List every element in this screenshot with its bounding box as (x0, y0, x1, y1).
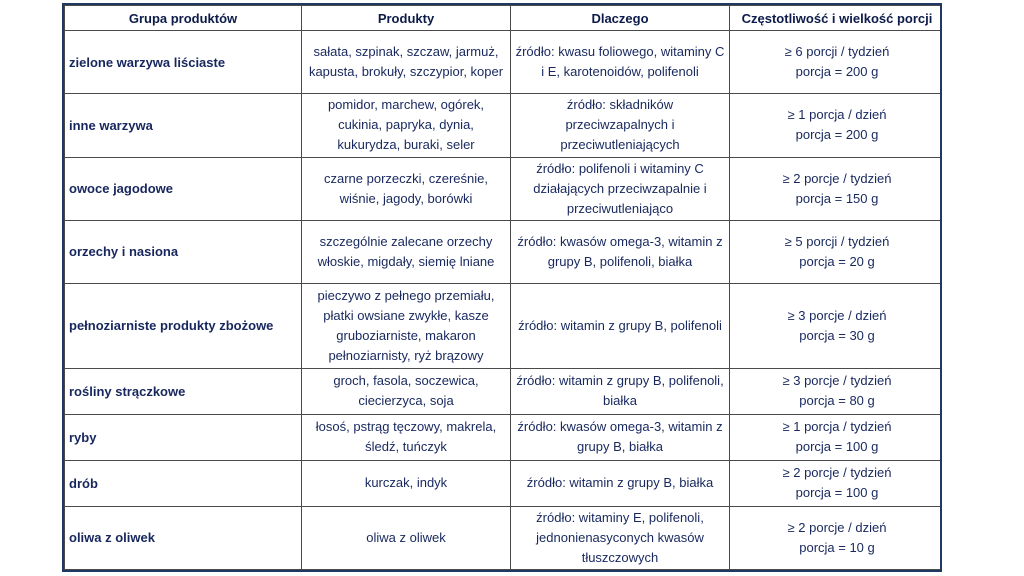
why-cell: źródło: kwasów omega-3, witamin z grupy B, polifenoli, białka (511, 220, 730, 283)
group-cell: zielone warzywa liściaste (65, 31, 302, 94)
frequency-cell (730, 460, 943, 506)
products-cell: pomidor, marchew, ogórek, cukinia, papryka, dynia, kukurydza, buraki, seler (302, 94, 511, 157)
products-cell: czarne porzeczki, czereśnie, wiśnie, jagody, borówki (302, 157, 511, 220)
frequency-text: ≥ 6 porcji / tydzień (784, 44, 890, 60)
header-products: Produkty (302, 6, 511, 31)
portion-text: porcja = 30 g (799, 327, 875, 343)
portion-text: porcja = 200 g (795, 64, 879, 80)
frequency-text: ≥ 2 porcje / dzień (787, 519, 887, 535)
group-cell: oliwa z oliwek (65, 506, 302, 569)
table-row (65, 368, 943, 414)
header-why: Dlaczego (511, 6, 730, 31)
header-group: Grupa produktów (65, 6, 302, 31)
frequency-cell (730, 157, 943, 220)
frequency-cell (730, 368, 943, 414)
products-cell: oliwa z oliwek (302, 506, 511, 569)
table-row (65, 460, 943, 506)
why-cell: źródło: polifenoli i witaminy C działających przeciwzapalnie i przeciwutleniająco (511, 157, 730, 220)
table-row (65, 284, 943, 369)
why-cell: źródło: składników przeciwzapalnych i przeciwutleniających (511, 94, 730, 157)
diet-table (64, 5, 942, 570)
table-row (65, 157, 943, 220)
why-cell: źródło: witamin z grupy B, polifenoli, białka (511, 368, 730, 414)
why-cell: źródło: kwasów omega-3, witamin z grupy B, białka (511, 414, 730, 460)
products-cell: pieczywo z pełnego przemiału, płatki owsiane zwykłe, kasze gruboziarniste, makaron pełnoziarnisty, ryż brązowy (302, 284, 511, 369)
table-row (65, 31, 943, 94)
frequency-text: ≥ 3 porcje / tydzień (782, 373, 892, 389)
frequency-text: ≥ 5 porcji / tydzień (784, 233, 890, 249)
why-cell: źródło: witamin z grupy B, polifenoli (511, 284, 730, 369)
table-row (65, 506, 943, 569)
group-cell: inne warzywa (65, 94, 302, 157)
table-header-row (65, 6, 943, 31)
group-cell: owoce jagodowe (65, 157, 302, 220)
frequency-cell (730, 94, 943, 157)
portion-text: porcja = 20 g (799, 253, 875, 269)
group-cell: orzechy i nasiona (65, 220, 302, 283)
header-frequency: Częstotliwość i wielkość porcji (730, 6, 943, 31)
portion-text: porcja = 100 g (795, 439, 879, 455)
group-cell: pełnoziarniste produkty zbożowe (65, 284, 302, 369)
group-cell: drób (65, 460, 302, 506)
products-cell: szczególnie zalecane orzechy włoskie, migdały, siemię lniane (302, 220, 511, 283)
portion-text: porcja = 80 g (799, 393, 875, 409)
portion-text: porcja = 150 g (795, 190, 879, 206)
products-cell: łosoś, pstrąg tęczowy, makrela, śledź, tuńczyk (302, 414, 511, 460)
frequency-text: ≥ 3 porcje / dzień (787, 307, 887, 323)
products-cell: kurczak, indyk (302, 460, 511, 506)
frequency-cell (730, 31, 943, 94)
why-cell: źródło: witamin z grupy B, białka (511, 460, 730, 506)
frequency-cell (730, 220, 943, 283)
group-cell: ryby (65, 414, 302, 460)
frequency-text: ≥ 2 porcje / tydzień (782, 465, 892, 481)
why-cell: źródło: kwasu foliowego, witaminy C i E, karotenoidów, polifenoli (511, 31, 730, 94)
products-cell: sałata, szpinak, szczaw, jarmuż, kapusta, brokuły, szczypior, koper (302, 31, 511, 94)
frequency-cell (730, 506, 943, 569)
group-cell: rośliny strączkowe (65, 368, 302, 414)
frequency-text: ≥ 1 porcja / dzień (787, 107, 887, 123)
frequency-text: ≥ 2 porcje / tydzień (782, 170, 892, 186)
table-row (65, 414, 943, 460)
table-row (65, 94, 943, 157)
products-cell: groch, fasola, soczewica, ciecierzyca, soja (302, 368, 511, 414)
frequency-cell (730, 414, 943, 460)
portion-text: porcja = 200 g (795, 127, 879, 143)
diet-table-frame (62, 3, 942, 572)
portion-text: porcja = 10 g (799, 539, 875, 555)
frequency-text: ≥ 1 porcja / tydzień (782, 419, 892, 435)
frequency-cell (730, 284, 943, 369)
why-cell: źródło: witaminy E, polifenoli, jednonienasyconych kwasów tłuszczowych (511, 506, 730, 569)
portion-text: porcja = 100 g (795, 485, 879, 501)
table-row (65, 220, 943, 283)
